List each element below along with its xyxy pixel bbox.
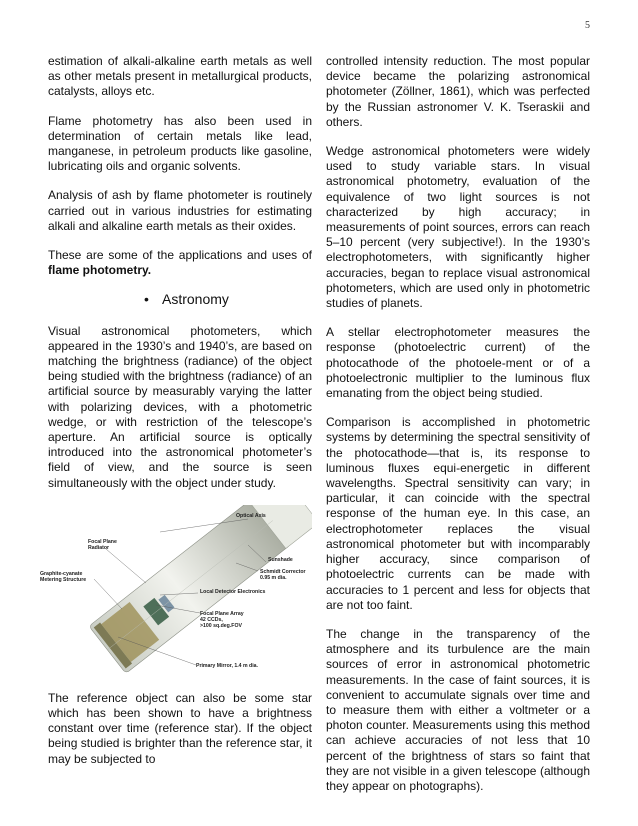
paragraph: Comparison is accomplished in photometric systems by determining the spectral sensitivity of the photocathode—that is, its response to luminous fluxes equi-energetic in different wavelengths. Spectral sensitivity can vary; in particular, it can coincide with the spectral response of the human eye. In this case, an electrophotometer replaces the visual astronomical photometer but with incomparably higher accuracy, since comparison of photoelectric currents can be made with accuracies to 1 percent and less for objects that are not too faint. [326, 415, 590, 612]
label-focal-plane-radiator: Focal Plane Radiator [88, 538, 117, 551]
paragraph: estimation of alkali-alkaline earth metals as well as other metals present in metallurgical products, catalysts, alloys etc. [48, 54, 312, 99]
paragraph: The reference object can also be some star which has been shown to have a brightness constant over time (reference star). If the object being studied is brighter than the reference star, it may be subjected to [48, 690, 312, 766]
label-graphite-cyanate: Graphite-cyanate Metering Structure [40, 570, 87, 583]
label-focal-plane-array: Focal Plane Array 42 CCDs, >100 sq.deg.FOV [200, 610, 244, 629]
right-column [326, 54, 590, 808]
label-sunshade: Sunshade [268, 556, 293, 563]
telescope-figure [40, 505, 312, 677]
paragraph: Flame photometry has also been used in determination of certain metals like lead, manganese, in petroleum products like gasoline, lubricating oils and organic solvents. [48, 113, 312, 174]
label-local-detector-electronics: Local Detector Electronics [200, 588, 266, 595]
page-number: 5 [585, 20, 590, 31]
paragraph: Visual astronomical photometers, which appeared in the 1930’s and 1940’s, are based on matching the brightness (radiance) of the object being studied with the brightness (radiance) of an artificial source by measurably varying the latter with polarizing devices, with a photometric wedge, or with restriction of the telescope’s aperture. An artificial source is optically introduced into the astronomical photometer’s field of view, and the source is seen simultaneously with the object under study. [48, 323, 312, 490]
paragraph: Analysis of ash by flame photometer is routinely carried out in various industries for estimating alkali and alkaline earth metals as their oxides. [48, 188, 312, 233]
paragraph: The change in the transparency of the atmosphere and its turbulence are the main sources of error in astronomical photometric measurements. In the case of faint sources, it is convenient to accumulate signals over time and to measure them with either a voltmeter or a photon counter. Measurements using this method can achieve accuracies of not less that 10 percent of the brightness of stars so faint that they are not visible in a given telescope (although they appear on photographs). [326, 626, 590, 793]
label-optical-axis: Optical Axis [236, 512, 266, 519]
label-schmidt-corrector: Schmidt Corrector 0.95 m dia. [260, 568, 306, 581]
telescope-diagram [48, 505, 312, 677]
section-heading-text: Astronomy [162, 291, 229, 308]
paragraph [48, 248, 312, 278]
paragraph: Wedge astronomical photometers were widely used to study variable stars. In visual astronomical photometry, evaluation of the equivalence of two light sources is not characterized by high accuracy; in measurements of point sources, errors can reach 5–10 percent (very subjective!). In the 1930’s electrophotometers, with significantly higher accuracies, began to replace visual astronomical photometers, which are used only in photometric studies of planets. [326, 144, 590, 311]
bold-term: flame photometry. [48, 263, 152, 278]
paragraph-text: These are some of the applications and uses of [48, 248, 312, 263]
label-primary-mirror: Primary Mirror, 1.4 m dia. [196, 662, 258, 669]
left-column [40, 54, 312, 781]
bullet-icon: • [144, 291, 149, 308]
paragraph: A stellar electrophotometer measures the response (photoelectric current) of the photocathode of the photoele-ment or of a photoelectronic multiplier to the luminous flux emanating from the object being studied. [326, 325, 590, 401]
paragraph: controlled intensity reduction. The most popular device became the polarizing astronomical photometer (Zöllner, 1861), which was perfected by the Russian astronomer V. K. Tseraskii and others. [326, 54, 590, 129]
section-heading [144, 292, 312, 307]
